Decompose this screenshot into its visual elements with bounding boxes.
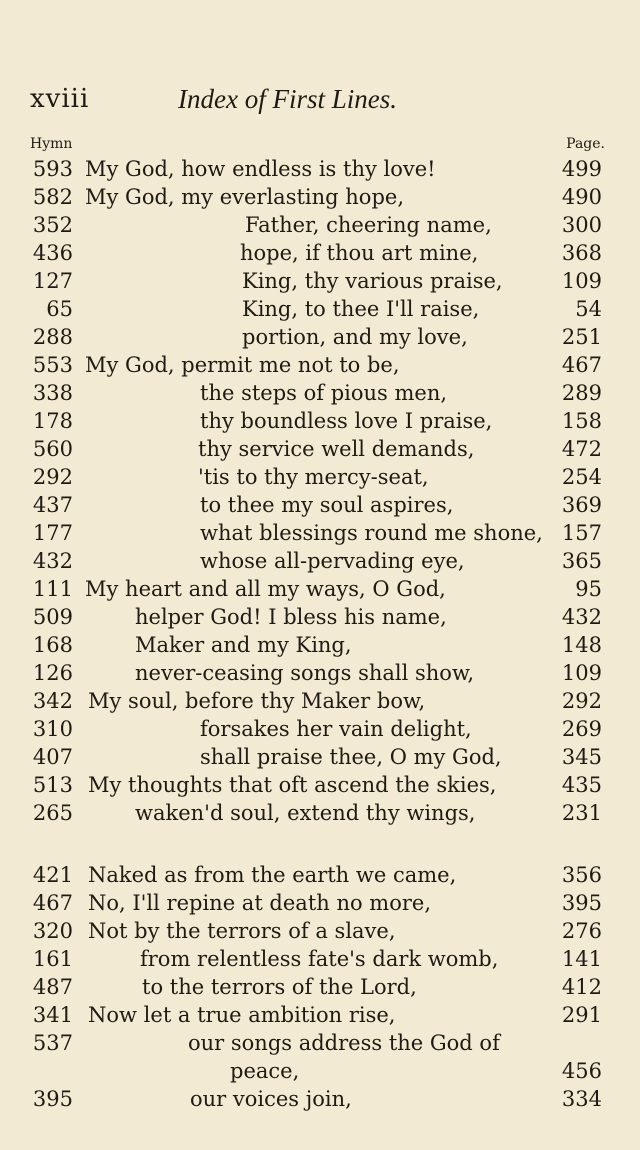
first-line-text: our songs address the God of <box>188 1031 500 1055</box>
hymn-column-header: Hymn <box>30 136 73 152</box>
hymn-number: 341 <box>32 1003 73 1027</box>
index-row <box>0 1030 640 1057</box>
first-line-text: waken'd soul, extend thy wings, <box>135 801 476 825</box>
page-ref: 368 <box>561 241 602 265</box>
index-row <box>0 744 640 771</box>
page-ref: 254 <box>561 465 602 489</box>
first-line-text: King, thy various praise, <box>242 269 503 293</box>
hymn-number: 161 <box>32 947 73 971</box>
page-ref: 490 <box>561 185 602 209</box>
index-row <box>0 660 640 687</box>
hymn-number: 421 <box>32 863 73 887</box>
hymn-number: 168 <box>32 633 73 657</box>
first-line-text: helper God! I bless his name, <box>135 605 447 629</box>
hymn-number: 292 <box>32 465 73 489</box>
index-row <box>0 464 640 491</box>
hymn-number: 126 <box>32 661 73 685</box>
first-line-text: 'tis to thy mercy-seat, <box>198 465 429 489</box>
index-row <box>0 890 640 917</box>
first-line-text: My God, how endless is thy love! <box>85 157 436 181</box>
index-row <box>0 492 640 519</box>
first-line-text: Naked as from the earth we came, <box>88 863 457 887</box>
index-row <box>0 1002 640 1029</box>
page-ref: 412 <box>561 975 602 999</box>
index-row <box>0 156 640 183</box>
index-row <box>0 548 640 575</box>
hymn-number: 436 <box>32 241 73 265</box>
index-row <box>0 604 640 631</box>
hymn-number: 467 <box>32 891 73 915</box>
page-number: xviii <box>30 84 90 114</box>
page-ref: 276 <box>561 919 602 943</box>
hymn-number: 582 <box>32 185 73 209</box>
index-row <box>0 324 640 351</box>
first-line-text: from relentless fate's dark womb, <box>140 947 499 971</box>
hymn-number: 553 <box>32 353 73 377</box>
first-line-text: never-ceasing songs shall show, <box>135 661 475 685</box>
hymn-number: 265 <box>32 801 73 825</box>
first-line-text: No, I'll repine at death no more, <box>88 891 432 915</box>
index-row <box>0 240 640 267</box>
page-ref: 251 <box>561 325 602 349</box>
page-title: Index of First Lines. <box>178 84 397 114</box>
first-line-text: My thoughts that oft ascend the skies, <box>88 773 497 797</box>
hymn-number: 537 <box>32 1031 73 1055</box>
hymn-number: 338 <box>32 381 73 405</box>
first-line-text: to the terrors of the Lord, <box>142 975 417 999</box>
page-ref: 435 <box>561 773 602 797</box>
index-row <box>0 1086 640 1113</box>
hymn-number: 487 <box>32 975 73 999</box>
first-line-text: thy boundless love I praise, <box>200 409 493 433</box>
page-ref: 369 <box>561 493 602 517</box>
index-row <box>0 576 640 603</box>
hymn-number: 177 <box>32 521 73 545</box>
page-ref: 109 <box>561 269 602 293</box>
page-ref: 269 <box>561 717 602 741</box>
index-row <box>0 632 640 659</box>
hymn-number: 407 <box>32 745 73 769</box>
hymn-number: 593 <box>32 157 73 181</box>
page-header <box>30 84 610 124</box>
first-line-text: to thee my soul aspires, <box>200 493 454 517</box>
page-ref: 365 <box>561 549 602 573</box>
first-line-text: Now let a true ambition rise, <box>88 1003 396 1027</box>
hymn-number: 509 <box>32 605 73 629</box>
column-headers <box>30 136 605 156</box>
page-ref: 467 <box>561 353 602 377</box>
index-row <box>0 184 640 211</box>
index-row <box>0 772 640 799</box>
index-row <box>0 268 640 295</box>
first-line-text: My heart and all my ways, O God, <box>85 577 446 601</box>
index-row <box>0 520 640 547</box>
index-row <box>0 688 640 715</box>
page-ref: 395 <box>561 891 602 915</box>
index-row <box>0 352 640 379</box>
first-line-text: Maker and my King, <box>135 633 352 657</box>
first-line-text: peace, <box>230 1059 300 1083</box>
first-line-text: My God, permit me not to be, <box>85 353 400 377</box>
hymn-number: 127 <box>32 269 73 293</box>
hymn-number: 310 <box>32 717 73 741</box>
page-ref: 54 <box>575 297 602 321</box>
first-line-text: My God, my everlasting hope, <box>85 185 404 209</box>
first-line-text: whose all-pervading eye, <box>200 549 465 573</box>
index-row <box>0 1058 640 1085</box>
index-row <box>0 974 640 1001</box>
page-ref: 109 <box>561 661 602 685</box>
index-row <box>0 946 640 973</box>
page-ref: 148 <box>561 633 602 657</box>
index-row <box>0 436 640 463</box>
page-ref: 291 <box>561 1003 602 1027</box>
first-line-text: what blessings round me shone, <box>200 521 543 545</box>
first-line-text: our voices join, <box>190 1087 352 1111</box>
hymn-number: 320 <box>32 919 73 943</box>
page-ref: 334 <box>561 1087 602 1111</box>
page-ref: 300 <box>561 213 602 237</box>
index-row <box>0 296 640 323</box>
page-ref: 289 <box>561 381 602 405</box>
first-line-text: the steps of pious men, <box>200 381 448 405</box>
first-line-text: My soul, before thy Maker bow, <box>88 689 426 713</box>
first-line-text: King, to thee I'll raise, <box>242 297 480 321</box>
page-ref: 356 <box>561 863 602 887</box>
page-ref: 432 <box>561 605 602 629</box>
hymn-number: 111 <box>32 577 73 601</box>
index-row <box>0 918 640 945</box>
hymn-number: 65 <box>46 297 73 321</box>
first-line-text: portion, and my love, <box>242 325 468 349</box>
page-ref: 499 <box>561 157 602 181</box>
page-ref: 158 <box>561 409 602 433</box>
page-ref: 157 <box>561 521 602 545</box>
hymn-number: 432 <box>32 549 73 573</box>
first-line-text: forsakes her vain delight, <box>200 717 472 741</box>
hymn-number: 178 <box>32 409 73 433</box>
hymn-number: 395 <box>32 1087 73 1111</box>
hymn-number: 560 <box>32 437 73 461</box>
index-row <box>0 862 640 889</box>
page-ref: 292 <box>561 689 602 713</box>
first-line-text: hope, if thou art mine, <box>240 241 479 265</box>
page-ref: 456 <box>561 1059 602 1083</box>
hymn-number: 437 <box>32 493 73 517</box>
hymn-number: 513 <box>32 773 73 797</box>
index-row <box>0 800 640 827</box>
page-ref: 345 <box>561 745 602 769</box>
hymn-number: 352 <box>32 213 73 237</box>
page-ref: 231 <box>561 801 602 825</box>
first-line-text: thy service well demands, <box>198 437 475 461</box>
first-line-text: shall praise thee, O my God, <box>200 745 502 769</box>
index-row <box>0 380 640 407</box>
page-ref: 141 <box>561 947 602 971</box>
first-line-text: Not by the terrors of a slave, <box>88 919 396 943</box>
page-ref: 472 <box>561 437 602 461</box>
index-row <box>0 716 640 743</box>
hymn-number: 288 <box>32 325 73 349</box>
index-row <box>0 212 640 239</box>
index-row <box>0 408 640 435</box>
page-ref: 95 <box>575 577 602 601</box>
first-line-text: Father, cheering name, <box>245 213 492 237</box>
page-column-header: Page. <box>566 136 605 152</box>
hymn-number: 342 <box>32 689 73 713</box>
